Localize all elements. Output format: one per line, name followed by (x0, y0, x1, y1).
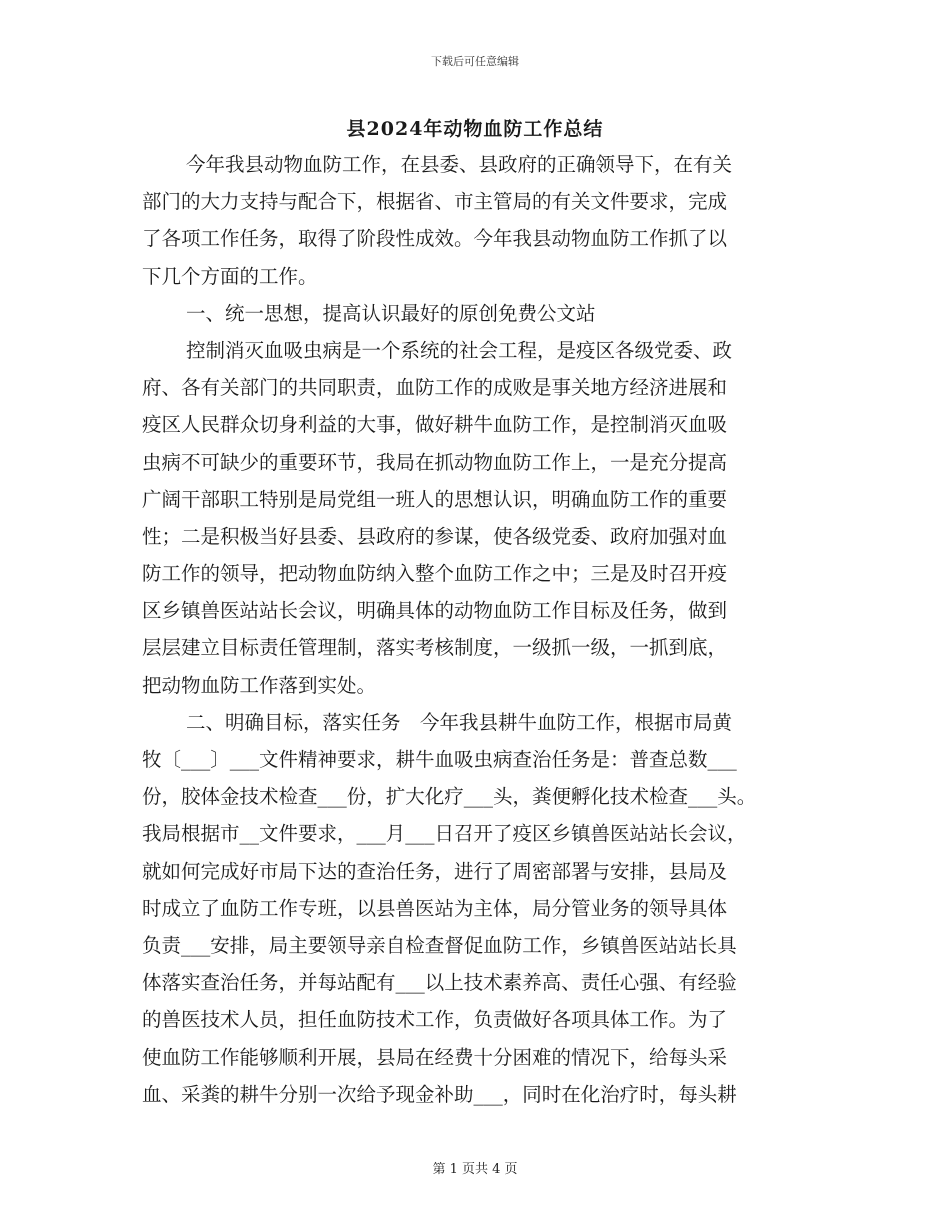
body-line: 负责___安排，局主要领导亲自检查督促血防工作，乡镇兽医站站长具 (142, 933, 737, 957)
document-body (142, 146, 812, 1113)
body-line: 我局根据市__文件要求，___月___日召开了疫区乡镇兽医站站长会议， (142, 822, 747, 846)
header-note: 下载后可任意编辑 (431, 55, 519, 68)
body-line: 就如何完成好市局下达的查治任务，进行了周密部署与安排，县局及 (142, 859, 728, 883)
body-line: 时成立了血防工作专班，以县兽医站为主体，局分管业务的领导具体 (142, 896, 728, 920)
body-line: 疫区人民群众切身利益的大事，做好耕牛血防工作，是控制消灭血吸 (142, 413, 728, 437)
body-line: 下几个方面的工作。 (142, 264, 318, 288)
body-line: 控制消灭血吸虫病是一个系统的社会工程，是疫区各级党委、政 (186, 338, 733, 362)
body-line: 防工作的领导，把动物血防纳入整个血防工作之中；三是及时召开疫 (142, 562, 728, 586)
body-line: 区乡镇兽医站站长会议，明确具体的动物血防工作目标及任务，做到 (142, 599, 728, 623)
page-footer: 第 1 页共 4 页 (432, 1162, 518, 1177)
body-line: 虫病不可缺少的重要环节，我局在抓动物血防工作上，一是充分提高 (142, 450, 728, 474)
body-line: 层层建立目标责任管理制，落实考核制度，一级抓一级，一抓到底， (142, 636, 728, 660)
body-line: 把动物血防工作落到实处。 (142, 673, 377, 697)
body-line: 体落实查治任务，并每站配有___以上技术素养高、责任心强、有经验 (142, 971, 737, 995)
body-line: 牧〔___〕___文件精神要求，耕牛血吸虫病查治任务是：普查总数___ (142, 748, 737, 771)
body-line: 部门的大力支持与配合下，根据省、市主管局的有关文件要求，完成 (142, 190, 728, 214)
body-line: 府、各有关部门的共同职责，血防工作的成败是事关地方经济进展和 (142, 376, 728, 400)
section-heading-2: 二、明确目标，落实任务 今年我县耕牛血防工作，根据市局黄 (186, 710, 733, 734)
body-line: 的兽医技术人员，担任血防技术工作，负责做好各项具体工作。为了 (142, 1008, 728, 1032)
section-heading-1: 一、统一思想，提高认识最好的原创免费公文站 (186, 301, 596, 325)
body-line: 了各项工作任务，取得了阶段性成效。今年我县动物血防工作抓了以 (142, 227, 728, 251)
body-line: 血、采粪的耕牛分别一次给予现金补助___，同时在化治疗时，每头耕 (142, 1082, 737, 1106)
document-title: 县2024年动物血防工作总结 (346, 118, 604, 140)
body-line: 广阔干部职工特别是局党组一班人的思想认识，明确血防工作的重要 (142, 487, 728, 511)
body-line: 今年我县动物血防工作，在县委、县政府的正确领导下，在有关 (186, 153, 733, 176)
body-line: 使血防工作能够顺利开展，县局在经费十分困难的情况下，给每头采 (142, 1045, 728, 1069)
body-line: 份，胶体金技术检查___份，扩大化疗___头，粪便孵化技术检查___头。 (142, 785, 757, 809)
body-line: 性；二是积极当好县委、县政府的参谋，使各级党委、政府加强对血 (142, 524, 728, 548)
